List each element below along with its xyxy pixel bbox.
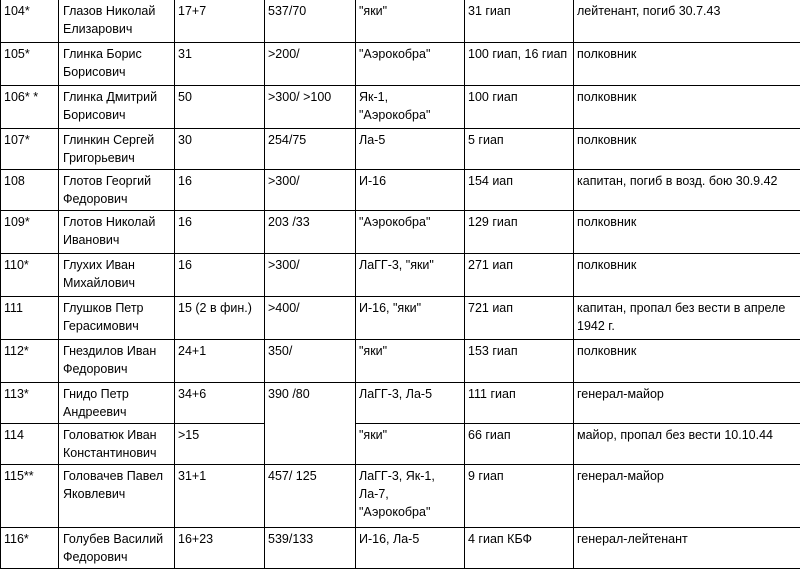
cell-fate: полковник: [574, 43, 800, 86]
table-row: [1, 170, 800, 211]
cell-sorties: 390 /80: [265, 383, 356, 465]
cell-num: 113*: [1, 383, 59, 424]
table-body: [1, 0, 800, 569]
table-row: [1, 254, 800, 297]
cell-wins: 15 (2 в фин.): [175, 297, 265, 340]
cell-sorties: 350/: [265, 340, 356, 383]
cell-fate: полковник: [574, 86, 800, 129]
cell-aircraft: ЛаГГ-3, "яки": [356, 254, 465, 297]
table-row: [1, 383, 800, 424]
cell-fate: капитан, пропал без вести в апреле 1942 г.: [574, 297, 800, 340]
cell-aircraft: Ла-5: [356, 129, 465, 170]
cell-sorties: 539/133: [265, 528, 356, 569]
cell-fate: генерал-майор: [574, 465, 800, 528]
cell-name: Головачев Павел Яковлевич: [59, 465, 175, 528]
table-row: [1, 297, 800, 340]
table-row: [1, 211, 800, 254]
cell-wins: 31+1: [175, 465, 265, 528]
cell-num: 110*: [1, 254, 59, 297]
cell-num: 104*: [1, 0, 59, 43]
cell-fate: лейтенант, погиб 30.7.43: [574, 0, 800, 43]
cell-unit: 129 гиап: [465, 211, 574, 254]
cell-sorties: >300/: [265, 170, 356, 211]
cell-wins: >15: [175, 424, 265, 465]
cell-name: Глинка Дмитрий Борисович: [59, 86, 175, 129]
cell-aircraft: ЛаГГ-3, Ла-5: [356, 383, 465, 424]
cell-wins: 30: [175, 129, 265, 170]
cell-name: Глазов Николай Елизарович: [59, 0, 175, 43]
cell-name: Глухих Иван Михайлович: [59, 254, 175, 297]
table-row: [1, 340, 800, 383]
cell-fate: генерал-лейтенант: [574, 528, 800, 569]
cell-unit: 100 гиап: [465, 86, 574, 129]
cell-wins: 16: [175, 170, 265, 211]
cell-unit: 111 гиап: [465, 383, 574, 424]
table-row: [1, 129, 800, 170]
cell-num: 105*: [1, 43, 59, 86]
cell-wins: 16: [175, 211, 265, 254]
cell-sorties: >300/: [265, 254, 356, 297]
cell-fate: полковник: [574, 254, 800, 297]
table-row: [1, 465, 800, 528]
cell-name: Глинкин Сергей Григорьевич: [59, 129, 175, 170]
cell-num: 107*: [1, 129, 59, 170]
cell-fate: майор, пропал без вести 10.10.44: [574, 424, 800, 465]
cell-wins: 50: [175, 86, 265, 129]
cell-sorties: >300/ >100: [265, 86, 356, 129]
cell-unit: 100 гиап, 16 гиап: [465, 43, 574, 86]
table-row: [1, 0, 800, 43]
cell-name: Глинка Борис Борисович: [59, 43, 175, 86]
cell-unit: 5 гиап: [465, 129, 574, 170]
cell-aircraft: И-16, Ла-5: [356, 528, 465, 569]
cell-unit: 31 гиап: [465, 0, 574, 43]
cell-aircraft: И-16, "яки": [356, 297, 465, 340]
cell-name: Гнездилов Иван Федорович: [59, 340, 175, 383]
table-row: [1, 86, 800, 129]
cell-aircraft: "яки": [356, 340, 465, 383]
cell-name: Головатюк Иван Константинович: [59, 424, 175, 465]
cell-name: Голубев Василий Федорович: [59, 528, 175, 569]
cell-num: 116*: [1, 528, 59, 569]
cell-name: Глотов Георгий Федорович: [59, 170, 175, 211]
cell-aircraft: И-16: [356, 170, 465, 211]
cell-sorties: 457/ 125: [265, 465, 356, 528]
cell-num: 106* *: [1, 86, 59, 129]
cell-fate: капитан, погиб в возд. бою 30.9.42: [574, 170, 800, 211]
cell-num: 114: [1, 424, 59, 465]
cell-sorties: >200/: [265, 43, 356, 86]
cell-unit: 271 иап: [465, 254, 574, 297]
cell-name: Гнидо Петр Андреевич: [59, 383, 175, 424]
table-row: [1, 424, 800, 465]
cell-name: Глотов Николай Иванович: [59, 211, 175, 254]
cell-unit: 9 гиап: [465, 465, 574, 528]
cell-name: Глушков Петр Герасимович: [59, 297, 175, 340]
cell-aircraft: "Аэрокобра": [356, 43, 465, 86]
cell-wins: 34+6: [175, 383, 265, 424]
cell-wins: 31: [175, 43, 265, 86]
cell-aircraft: "яки": [356, 424, 465, 465]
cell-unit: 4 гиап КБФ: [465, 528, 574, 569]
cell-aircraft: "яки": [356, 0, 465, 43]
cell-unit: 154 иап: [465, 170, 574, 211]
cell-fate: полковник: [574, 129, 800, 170]
cell-num: 112*: [1, 340, 59, 383]
cell-fate: генерал-майор: [574, 383, 800, 424]
cell-sorties: 537/70: [265, 0, 356, 43]
cell-aircraft: "Аэрокобра": [356, 211, 465, 254]
cell-num: 108: [1, 170, 59, 211]
cell-aircraft: ЛаГГ-3, Як-1, Ла-7, "Аэрокобра": [356, 465, 465, 528]
cell-num: 109*: [1, 211, 59, 254]
table-row: [1, 528, 800, 569]
table-row: [1, 43, 800, 86]
cell-fate: полковник: [574, 340, 800, 383]
cell-sorties: 203 /33: [265, 211, 356, 254]
cell-wins: 17+7: [175, 0, 265, 43]
cell-sorties: >400/: [265, 297, 356, 340]
cell-wins: 16: [175, 254, 265, 297]
cell-num: 115**: [1, 465, 59, 528]
cell-fate: полковник: [574, 211, 800, 254]
cell-unit: 66 гиап: [465, 424, 574, 465]
cell-unit: 721 иап: [465, 297, 574, 340]
cell-sorties: 254/75: [265, 129, 356, 170]
cell-wins: 16+23: [175, 528, 265, 569]
cell-num: 111: [1, 297, 59, 340]
cell-wins: 24+1: [175, 340, 265, 383]
cell-unit: 153 гиап: [465, 340, 574, 383]
cell-aircraft: Як-1, "Аэрокобра": [356, 86, 465, 129]
